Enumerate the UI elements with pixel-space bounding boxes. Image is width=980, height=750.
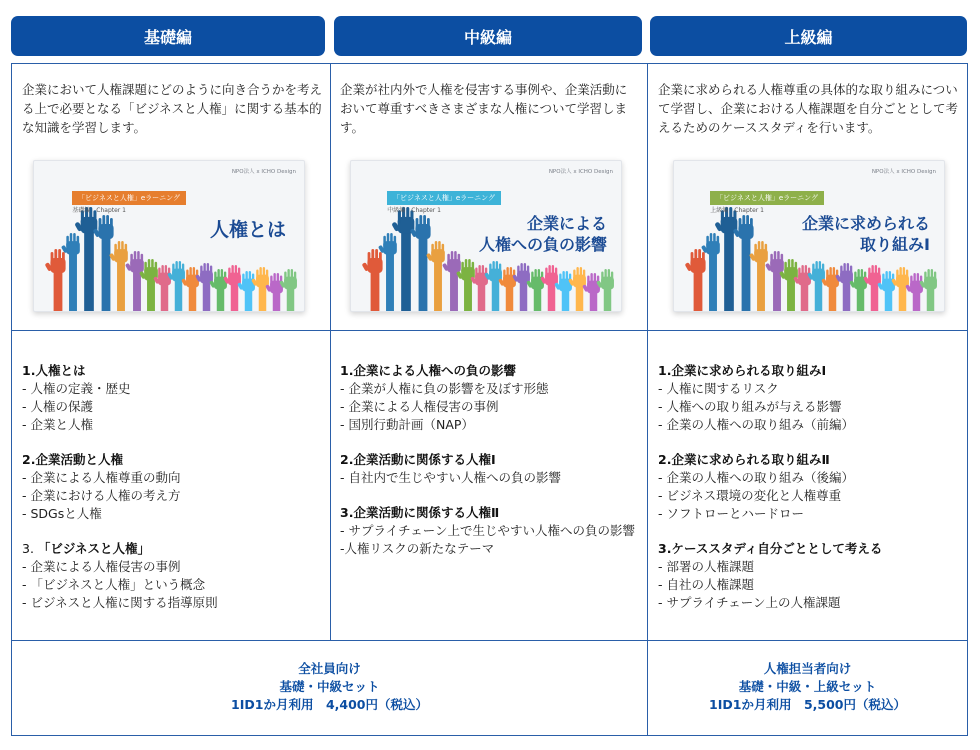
table-border-bottom <box>11 735 968 736</box>
table-column-divider-1 <box>330 63 331 641</box>
raised-hand-shape <box>74 207 97 311</box>
slide-chapter: 中級編 Chapter 1 <box>387 207 441 214</box>
slide-title-line-1: 企業に求められる <box>801 214 930 233</box>
section-title: 2.企業活動に関係する人権Ⅰ <box>340 452 496 467</box>
raised-hand-shape <box>362 249 383 311</box>
section-item: - 「ビジネスと人権」という概念 <box>22 577 206 592</box>
section-item: - サプライチェーン上で生じやすい人権への負の影響 <box>340 523 635 538</box>
section-item: -人権リスクの新たなテーマ <box>340 541 495 556</box>
raised-hand-shape <box>125 251 144 311</box>
slide-tagline: 「ビジネスと人権」eラーニング <box>387 191 501 205</box>
raised-hand-shape <box>714 207 737 311</box>
raised-hand-shape <box>685 249 706 311</box>
raised-hand-shape <box>765 251 784 311</box>
curriculum-section <box>340 362 636 434</box>
raised-hand-shape <box>733 215 754 311</box>
slide-tagline: 「ビジネスと人権」eラーニング <box>72 191 186 205</box>
section-item: - 自社の人権課題 <box>658 577 754 592</box>
section-title: 1.企業による人権への負の影響 <box>340 363 516 378</box>
slide-chapter: 基礎編 Chapter 1 <box>72 207 126 214</box>
plan-set-name: 基礎・中級・上級セット <box>738 679 877 694</box>
section-item: - ソフトローとハードロー <box>658 506 804 521</box>
table-border-left <box>11 63 12 736</box>
section-item: - 企業による人権尊重の動向 <box>22 470 181 485</box>
basic-course-thumbnail[interactable] <box>33 160 305 312</box>
section-item: - 企業と人権 <box>22 417 93 432</box>
slide-title-line-2: 取り組みⅠ <box>860 235 930 254</box>
section-item: - 企業による人権侵害の事例 <box>340 399 499 414</box>
raised-hand-shape <box>109 241 128 311</box>
intermediate-curriculum <box>340 362 636 575</box>
raised-hand-shape <box>426 241 445 311</box>
table-divider-lower <box>11 640 968 641</box>
section-item: - 企業の人権への取り組み（後編） <box>658 470 854 485</box>
section-title: 1.人権とは <box>22 363 86 378</box>
section-title: 2.企業活動と人権 <box>22 452 123 467</box>
curriculum-section <box>340 451 636 487</box>
table-border-top <box>11 63 968 64</box>
table-column-divider-2 <box>647 63 648 736</box>
slide-title-line-2: 人権への負の影響 <box>478 235 607 254</box>
plan-all-employees <box>12 660 647 714</box>
section-item: - 自社内で生じやすい人権への負の影響 <box>340 470 561 485</box>
section-item: - 人権への取り組みが与える影響 <box>658 399 842 414</box>
intermediate-course-thumbnail[interactable] <box>350 160 622 312</box>
tab-basic-label: 基礎編 <box>143 27 192 47</box>
section-title: 2.企業に求められる取り組みⅡ <box>658 452 830 467</box>
section-item: - 人権の定義・歴史 <box>22 381 131 396</box>
section-item: - 企業による人権侵害の事例 <box>22 559 181 574</box>
slide-title <box>802 213 930 255</box>
slide-chapter: 上級編 Chapter 1 <box>710 207 764 214</box>
tab-advanced-label: 上級編 <box>784 27 833 47</box>
raised-hand-shape <box>93 215 114 311</box>
section-item: - 企業の人権への取り組み（前編） <box>658 417 854 432</box>
plan-price: 1ID1か月利用 5,500円（税込） <box>709 697 906 712</box>
raised-hand-shape <box>749 241 768 311</box>
plan-audience: 全社員向け <box>298 661 361 676</box>
plan-set-name: 基礎・中級セット <box>279 679 380 694</box>
advanced-course-thumbnail[interactable] <box>673 160 945 312</box>
section-item: - 人権に関するリスク <box>658 381 779 396</box>
advanced-curriculum <box>658 362 958 629</box>
raised-hand-shape <box>410 215 431 311</box>
section-item: - サプライチェーン上の人権課題 <box>658 595 841 610</box>
section-item: - 部署の人権課題 <box>658 559 754 574</box>
table-border-right <box>967 63 968 736</box>
section-title: 3.企業活動に関係する人権Ⅱ <box>340 505 500 520</box>
tab-advanced[interactable] <box>650 16 967 56</box>
tab-intermediate-label: 中級編 <box>463 27 512 47</box>
slide-title <box>210 215 286 242</box>
raised-hand-shape <box>391 207 414 311</box>
section-title-emphasis: 「ビジネスと人権」 <box>37 541 151 556</box>
slide-title-line: 人権とは <box>209 219 286 241</box>
curriculum-section <box>22 540 322 612</box>
section-title <box>22 540 322 558</box>
basic-curriculum <box>22 362 322 629</box>
curriculum-section <box>658 362 958 434</box>
section-item: - 企業が人権に負の影響を及ぼす形態 <box>340 381 549 396</box>
slide-brand: NPO法人 x ICHO Design <box>871 169 936 175</box>
section-item: - ビジネスと人権に関する指導原則 <box>22 595 218 610</box>
section-item: - ビジネス環境の変化と人権尊重 <box>658 488 842 503</box>
table-divider-middle <box>11 330 968 331</box>
slide-brand: NPO法人 x ICHO Design <box>231 169 296 175</box>
section-title: 3.ケーススタディ自分ごととして考える <box>658 541 883 556</box>
plan-price: 1ID1か月利用 4,400円（税込） <box>231 697 428 712</box>
slide-tagline: 「ビジネスと人権」eラーニング <box>710 191 824 205</box>
slide-brand: NPO法人 x ICHO Design <box>548 169 613 175</box>
section-title: 1.企業に求められる取り組みⅠ <box>658 363 827 378</box>
plan-audience: 人権担当者向け <box>763 661 852 676</box>
intermediate-description: 企業が社内外で人権を侵害する事例や、企業活動において尊重すべきさまざまな人権について学習します。 <box>340 82 628 135</box>
tab-intermediate[interactable] <box>334 16 642 56</box>
raised-hand-shape <box>442 251 461 311</box>
curriculum-section <box>22 362 322 434</box>
section-item: - 国別行動計画（NAP） <box>340 417 474 432</box>
raised-hand-shape <box>45 249 66 311</box>
section-item: - SDGsと人権 <box>22 506 102 521</box>
curriculum-section <box>22 451 322 523</box>
section-item: - 企業における人権の考え方 <box>22 488 181 503</box>
curriculum-section <box>658 451 958 523</box>
section-number: 3. <box>22 541 38 556</box>
section-item: - 人権の保護 <box>22 399 93 414</box>
tab-basic[interactable] <box>11 16 325 56</box>
basic-description: 企業において人権課題にどのように向き合うかを考える上で必要となる「ビジネスと人権」に関する基本的な知識を学習します。 <box>22 82 323 135</box>
slide-title-line-1: 企業による <box>526 214 607 233</box>
curriculum-section <box>658 540 958 612</box>
curriculum-section <box>340 504 636 558</box>
plan-hr-staff <box>648 660 967 714</box>
slide-title <box>479 213 607 255</box>
advanced-description: 企業に求められる人権尊重の具体的な取り組みについて学習し、企業における人権課題を自分ごととして考えるためのケーススタディを行います。 <box>658 82 959 135</box>
